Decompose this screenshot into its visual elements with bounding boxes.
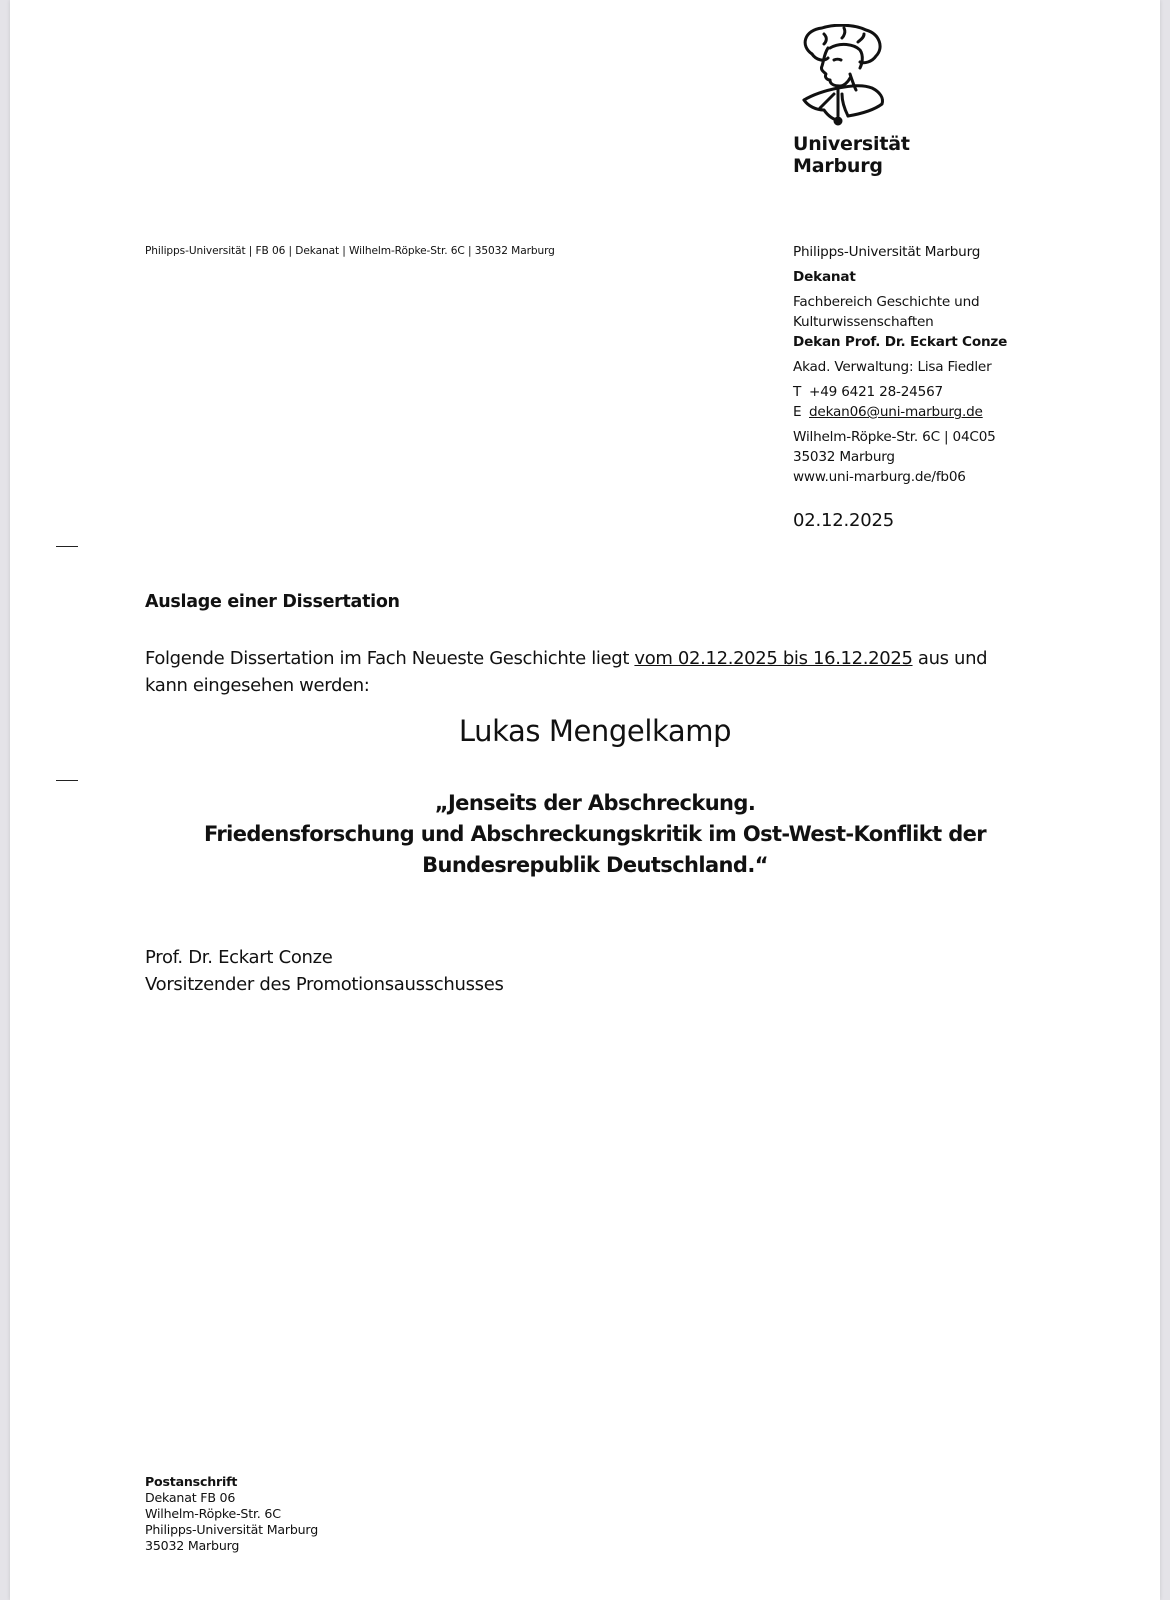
info-email-link[interactable]: dekan06@uni-marburg.de — [809, 404, 983, 420]
postal-heading: Postanschrift — [145, 1474, 238, 1489]
info-university: Philipps-Universität Marburg — [793, 244, 981, 260]
body-text-before: Folgende Dissertation im Fach Neueste Geschichte liegt — [145, 648, 635, 669]
signatory-role: Vorsitzender des Promotionsausschusses — [145, 974, 504, 995]
letter-date: 02.12.2025 — [793, 510, 895, 531]
letter-body — [145, 645, 1025, 699]
postal-address-footer — [145, 1474, 318, 1554]
info-admin: Akad. Verwaltung: Lisa Fiedler — [793, 359, 992, 375]
info-address-2: 35032 Marburg — [793, 449, 895, 465]
document-page — [10, 0, 1160, 1600]
phone-label: T — [793, 384, 802, 400]
title-line-2: Friedensforschung und Abschreckungskritik im Ost-West-Konflikt der — [203, 822, 987, 846]
postal-line-4: 35032 Marburg — [145, 1538, 240, 1553]
info-website[interactable]: www.uni-marburg.de/fb06 — [793, 469, 966, 485]
body-text-after: aus und kann eingesehen werden: — [145, 648, 988, 696]
display-period: vom 02.12.2025 bis 16.12.2025 — [634, 648, 913, 669]
author-name: Lukas Mengelkamp — [458, 714, 732, 748]
wordmark-line-1: Universität — [793, 133, 910, 155]
title-line-3: Bundesrepublik Deutschland.“ — [422, 853, 768, 877]
signatory-name: Prof. Dr. Eckart Conze — [145, 947, 333, 968]
contact-info-block — [793, 242, 1007, 492]
fold-mark-middle — [56, 780, 78, 781]
email-label: E — [793, 404, 802, 420]
university-wordmark — [793, 133, 910, 177]
info-phone: +49 6421 28-24567 — [809, 384, 943, 400]
letter-subject: Auslage einer Dissertation — [145, 592, 400, 612]
info-dean: Dekan Prof. Dr. Eckart Conze — [793, 334, 1008, 350]
wordmark-line-2: Marburg — [793, 155, 883, 177]
info-office: Dekanat — [793, 269, 856, 285]
fold-mark-top — [56, 546, 78, 547]
title-line-1: „Jenseits der Abschreckung. — [434, 791, 756, 815]
university-portrait-logo-icon — [794, 24, 894, 128]
postal-line-1: Dekanat FB 06 — [145, 1490, 236, 1505]
postal-line-2: Wilhelm-Röpke-Str. 6C — [145, 1506, 281, 1521]
dissertation-title — [20, 788, 1170, 881]
info-department-2: Kulturwissenschaften — [793, 314, 934, 330]
info-address-1: Wilhelm-Röpke-Str. 6C | 04C05 — [793, 429, 996, 445]
info-phone-row — [793, 382, 1007, 402]
sender-return-address: Philipps-Universität | FB 06 | Dekanat | Wilhelm-Röpke-Str. 6C | 35032 Marburg — [145, 245, 555, 257]
info-email-row — [793, 402, 1007, 422]
signature-block — [145, 944, 504, 998]
info-department-1: Fachbereich Geschichte und — [793, 294, 980, 310]
postal-line-3: Philipps-Universität Marburg — [145, 1522, 318, 1537]
